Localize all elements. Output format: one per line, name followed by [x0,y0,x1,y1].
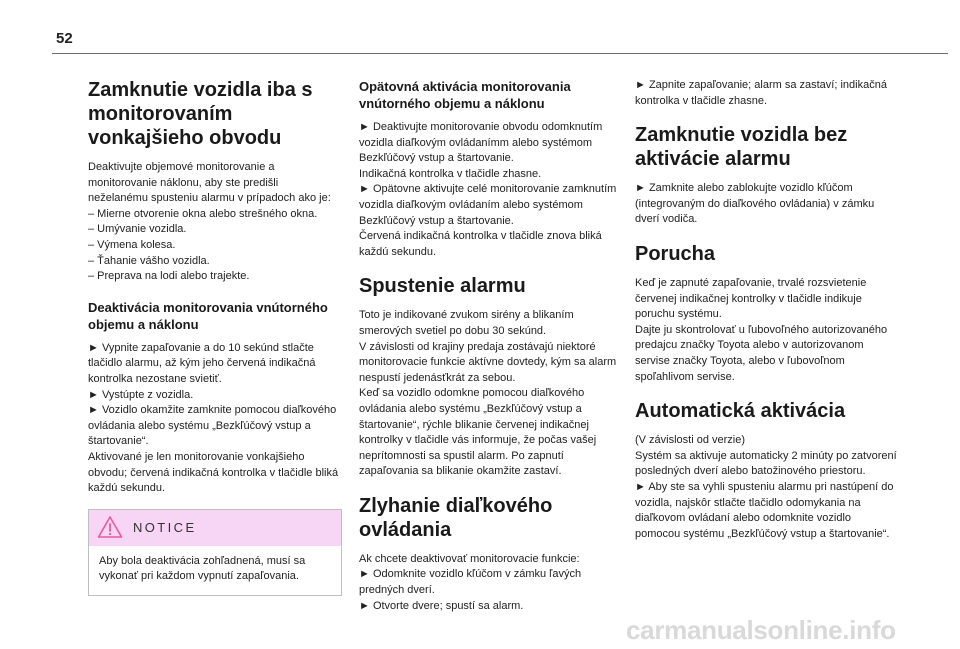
step-paragraph: ► Vypnite zapaľovanie a do 10 sekúnd stlačte tlačidlo alarmu, až kým jeho červená indikačná kontrolka nezostane svietiť. [88,341,316,385]
list-item: – Umývanie vozidla. [88,223,187,236]
paragraph: ► Zapnite zapaľovanie; alarm sa zastaví; indikačná kontrolka v tlačidle zhasne. [635,79,887,107]
notice-title: NOTICE [133,519,197,535]
header-divider [52,53,948,54]
paragraph: Systém sa aktivuje automaticky 2 minúty po zatvorení posledných dverí alebo batožinového priestoru. [635,449,897,478]
section-title-automatic-activation: Automatická aktivácia [635,400,846,423]
page-number: 52 [56,30,73,47]
watermark: carmanualsonline.info [626,615,896,645]
section-title-perimeter-lock: Zamknutie vozidla iba s monitorovaním vonkajšieho obvodu [88,79,313,149]
warning-triangle-icon [97,515,123,539]
column-2 [359,78,619,628]
notice-box [88,509,342,596]
paragraph: ► Odomknite vozidlo kľúčom v zámku ľavých predných dverí. [359,568,582,597]
paragraph: ► Opätovne aktivujte celé monitorovanie zamknutím vozidla diaľkovým ovládaním alebo systémom Bezkľúčový vstup a štartovanie. [359,183,617,227]
paragraph: ► Aby ste sa vyhli spusteniu alarmu pri nastúpení do vozidla, najskôr stlačte tlačidlo odomykania na diaľkovom ovládaní alebo odomknite vozidlo pomocou systému „Bezkľúčový vstup a štartovanie“. [635,480,894,540]
section-title-remote-failure: Zlyhanie diaľkového ovládania [359,494,553,541]
paragraph: (V závislosti od verzie) [635,434,746,447]
result-paragraph: Aktivované je len monitorovanie vonkajšieho obvodu; červená indikačná kontrolka v tlačidle bliká každú sekundu. [88,450,339,495]
column-3 [635,78,897,556]
list-item: – Preprava na lodi alebo trajekte. [88,270,250,283]
paragraph: Toto je indikované zvukom sirény a blikaním smerových svetiel po dobu 30 sekúnd. [359,309,574,337]
paragraph: Dajte ju skontrolovať u ľubovoľného autorizovaného predajcu značky Toyota alebo v autorizovanom servise značky Toyota, alebo v ľubovoľnom spoľahlivom servise. [635,323,888,383]
paragraph: Ak chcete deaktivovať monitorovacie funkcie: [359,552,580,565]
paragraph: ► Deaktivujte monitorovanie obvodu odomknutím vozidla diaľkovým ovládanímm alebo systémom Bezkľúčový vstup a štartovanie. [359,121,603,165]
step-paragraph: ► Vozidlo okamžite zamknite pomocou diaľkového ovládania alebo systému „Bezkľúčový vstup a štartovanie“. [88,404,337,448]
column-1 [88,78,340,596]
intro-paragraph: Deaktivujte objemové monitorovanie a monitorovanie náklonu, aby ste predišli neželanému spusteniu alarmu v prípadoch ako je: [88,161,331,205]
list-item: – Ťahanie vášho vozidla. [88,254,210,267]
paragraph: ► Otvorte dvere; spustí sa alarm. [359,599,524,612]
paragraph: Indikačná kontrolka v tlačidle zhasne. [359,167,542,180]
section-title-alarm-trigger: Spustenie alarmu [359,275,526,298]
notice-text: Aby bola deaktivácia zohľadnená, musí sa vykonať pri každom vypnutí zapaľovania. [99,554,306,583]
notice-header [89,510,341,546]
paragraph: ► Zamknite alebo zablokujte vozidlo kľúčom (integrovaným do diaľkového ovládania) v zámku dverí vodiča. [635,182,875,226]
list-item: – Mierne otvorenie okna alebo strešného okna. [88,207,318,220]
paragraph: Keď sa vozidlo odomkne pomocou diaľkového ovládania alebo systému „Bezkľúčový vstup a štartovanie“, rýchle blikanie červenej indikačnej kontrolky v tlačidle vás informuje, že počas vašej neprítomnosti sa spustil alarm. Po zapnutí zapaľovania sa blikanie okamžite zastaví. [359,387,597,478]
paragraph: V závislosti od krajiny predaja zostávajú niektoré monitorovacie funkcie aktívne dovtedy, kým sa alarm nespustí jedenásťkrát za sebou. [359,340,617,384]
list-item: – Výmena kolesa. [88,238,176,251]
paragraph: Keď je zapnuté zapaľovanie, trvalé rozsvietenie červenej indikačnej kontrolky v tlačidle indikuje poruchu systému. [635,276,867,321]
section-title-lock-without-alarm: Zamknutie vozidla bez aktivácie alarmu [635,124,848,171]
step-paragraph: ► Vystúpte z vozidla. [88,388,194,401]
subsection-title-reactivation: Opätovná aktivácia monitorovania vnútorného objemu a náklonu [359,79,571,111]
paragraph: Červená indikačná kontrolka v tlačidle znova bliká každú sekundu. [359,230,602,258]
section-title-fault: Porucha [635,242,716,265]
subsection-title-deactivation: Deaktivácia monitorovania vnútorného objemu a náklonu [88,299,328,332]
